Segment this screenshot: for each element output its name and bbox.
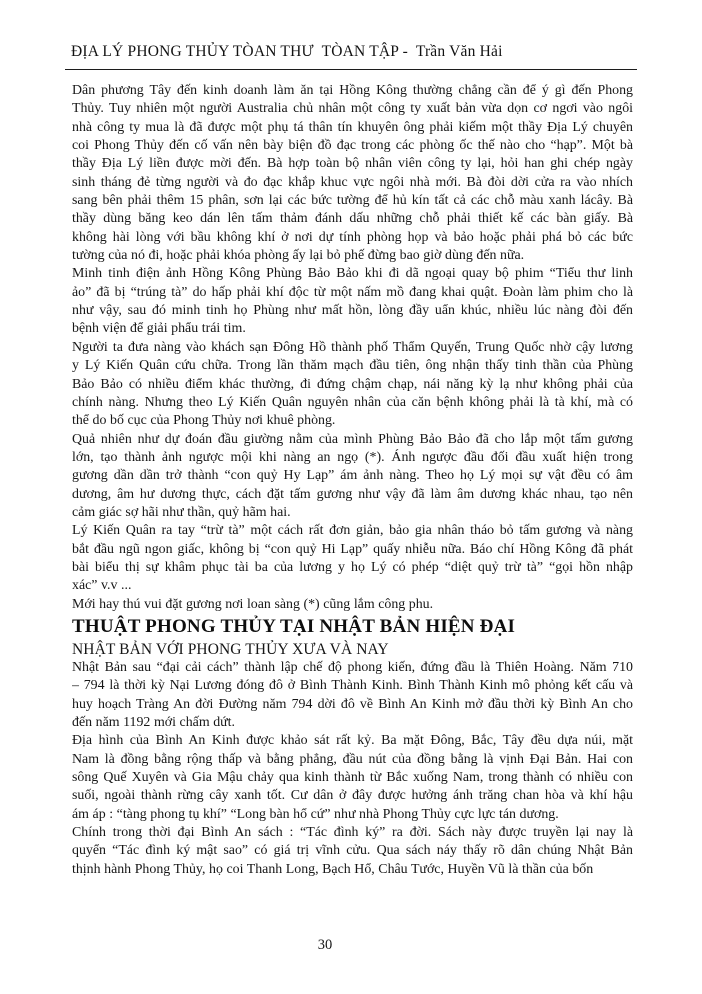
text-line: thịnh hành Phong Thủy, họ coi Thanh Long, Bạch Hổ, Châu Tước, Huyền Vũ là thần của bốn	[72, 861, 594, 877]
text-line: Lý Kiến Quân ra tay “trừ tà” một cách rất đơn giản, bảo gia nhân tháo bỏ tấm gương và nàng	[72, 523, 633, 539]
text-line: suối, ngoài thành rừng cây xanh tốt. Cư dân ở đây được hưởng ánh trăng chan hòa và khí hậu	[72, 788, 633, 804]
text-line: tường của nó đi, hoặc phải khóa phòng ấy lại bỏ phế đừng bao giờ dùng đến nữa.	[72, 248, 525, 264]
text-line: như vậy, sau đó minh tinh họ Phùng như mất hồn, lòng đầy uẩn khúc, nhiều lúc nàng đòi đến	[72, 303, 633, 319]
text-line: quyển “Tác đình ký mật sao” có giá trị vĩnh cửu. Qua sách náy thấy rõ dân chúng Nhật Bản	[72, 843, 633, 859]
paragraph	[72, 82, 633, 265]
text-line: gương dần dần trở thành “con quỷ Hy Lạp” ám ảnh nàng. Theo họ Lý mọi sự vật đều có âm	[72, 468, 633, 484]
section-heading: THUẬT PHONG THỦY TẠI NHẬT BẢN HIỆN ĐẠI	[72, 615, 516, 637]
text-line: Mới hay thú vui đặt gương nơi loan sàng (*) cũng lắm công phu.	[72, 596, 434, 612]
paragraph	[72, 596, 633, 614]
text-line: Bảo Bảo có nhiều điểm khác thường, đi đứng chậm chạp, nái năng kỳ lạ như không phải của	[72, 376, 633, 392]
text-line: Địa hình của Bình An Kinh được khảo sát rất kỷ. Ba mặt Đông, Bắc, Tây đều dựa núi, mặt	[72, 733, 633, 749]
text-line: – 794 là thời kỳ Nại Lương đóng đô ở Bình Thành Kinh. Bình Thành Kinh mô phỏng kết cấu và	[72, 678, 633, 694]
text-line: Quả nhiên như dự đoán đầu giường nằm của mình Phùng Bảo Bảo đã cho lắp một tấm gương	[72, 431, 633, 447]
paragraph	[72, 824, 633, 879]
text-line: bài biểu thị sự khâm phục tài ba của lương y họ Lý có phép “diệt quỷ trừ tà” “gọi hồn nhập	[72, 559, 633, 575]
text-line: bắt đầu ngũ ngon giấc, không bị “con quỷ Hi Lạp” quấy nhiễu nữa. Báo chí Hồng Kông đã phát	[72, 541, 633, 557]
text-line: Người ta đưa nàng vào khách sạn Đông Hồ thành phố Thẩm Quyến, Trung Quốc nhờ cậy lương	[72, 339, 633, 355]
text-line: đến năm 1192 mới chấm dứt.	[72, 715, 235, 730]
subsection-heading: NHẬT BẢN VỚI PHONG THỦY XƯA VÀ NAY	[72, 640, 389, 658]
text-line: lớn, tạo thành ảnh ngược mội khi nàng an ngọ (*). Ánh ngược đầu đối đầu xuất hiện trong	[72, 449, 633, 465]
text-line: nhà công ty mua là đã được một phụ tá thân tín khuyên ông phải kiếm một thầy Địa Lý chuyên	[72, 119, 633, 135]
page-body	[72, 82, 633, 879]
paragraph	[72, 265, 633, 338]
text-line: y Lý Kiến Quân cứu chữa. Trong lần thăm mạch đầu tiên, ông nhận thấy tinh thần của Phùng	[72, 358, 633, 374]
paragraph	[72, 431, 633, 523]
text-line: thể do bố cục của Phong Thủy nơi khuê phòng.	[72, 413, 336, 429]
text-line: huy hoạch Tràng An đời Đường năm 794 dời đô về Bình An Kinh mở đầu thời kỳ Bình An cho	[72, 696, 633, 712]
text-line: Nam là đồng bằng rộng thấp và bằng phẳng, đầu nút của đồng bằng là vịnh Đại Bản. Hai con	[72, 751, 633, 767]
paragraph	[72, 732, 633, 824]
page-number: 30	[317, 937, 333, 953]
text-line: xác” v.v ...	[72, 578, 132, 594]
text-line: Dân phương Tây đến kinh doanh làm ăn tại Hồng Kông thường chẳng cần để ý gì đến Phong	[72, 83, 633, 98]
text-line: sông Quế Xuyên và Gia Mậu chảy qua kinh thành từ Bắc xuống Nam, trong thành có nhiều con	[72, 770, 633, 786]
text-line: thầy dùng băng keo dán lên tấm thảm đánh dấu những chỗ phải thiết kế các bàn giấy. Bà	[72, 211, 633, 227]
text-line: cảm giác sợ hãi như thần, quỷ hãm hai.	[72, 504, 291, 520]
paragraph	[72, 659, 633, 732]
text-line: Nhật Bản sau “đại cải cách” thành lập chế độ phong kiến, đứng đầu là Thiên Hoàng. Năm 710	[72, 659, 633, 675]
text-line: Chính trong thời đại Bình An sách : “Tác đình ký” ra đời. Sách này được truyền lại nay là	[72, 825, 633, 841]
text-line: ảo” đã bị “trúng tà” do hấp phải khí độc từ một nấm mồ đang khai quật. Đoàn làm phim cho là	[72, 284, 633, 300]
text-line: Minh tinh điện ảnh Hồng Kông Phùng Bảo Bảo khi đi dã ngoại quay bộ phim “Tiểu thư linh	[72, 266, 633, 282]
text-line: thầy Địa Lý liền được mời đến. Bà hợp toàn bộ nhân viên công ty lại, hỏi han ghi chép ngày	[72, 156, 633, 172]
header-rule-divider	[65, 69, 637, 70]
text-line: dương, âm hư dương thực, cách đặt tấm gương như vậy đã làm âm dương khác nhau, tạo nên	[72, 486, 633, 502]
text-line: bệnh viện để giải phẩu trái tim.	[72, 321, 246, 337]
text-line: không hài lòng với bầu không khí ở nơi dự tính phòng họp và bảo hoặc phải phá bỏ các bức	[72, 229, 633, 245]
text-line: Thủy. Tuy nhiên một người Australia chủ nhân một công ty xuất bản vừa dọn cơ ngơi vào ngôi	[72, 101, 633, 117]
text-line: sang bên phải thêm 15 phân, sơn lại các bức tường để hủ kín tất cả các chỗ màu xanh lácây. Bà	[72, 193, 633, 209]
running-header: ĐỊA LÝ PHONG THỦY TÒAN THƯ TÒAN TẬP - Trần Văn Hải	[71, 43, 503, 60]
text-line: coi Phong Thủy đến cố vấn nên bày biện đồ đạc trong các phòng ốc thế nào cho “hạp”. Một bà	[72, 138, 633, 154]
text-line: sinh tháng đẻ từng người và đo đạc khắp khuc vực ngôi nhà mới. Bà đòi dời cửa ra vào nhích	[72, 174, 633, 190]
paragraph	[72, 522, 633, 595]
text-line: chính nàng. Nhưng theo Lý Kiến Quân nguyên nhân của căn bệnh không phải là tà khí, mà có	[72, 394, 633, 410]
text-line: ám áp : “tàng phong tụ khí” “Long bàn hổ cứ” như nhà Phong Thủy cực lực tán dương.	[72, 806, 559, 822]
paragraph	[72, 339, 633, 431]
